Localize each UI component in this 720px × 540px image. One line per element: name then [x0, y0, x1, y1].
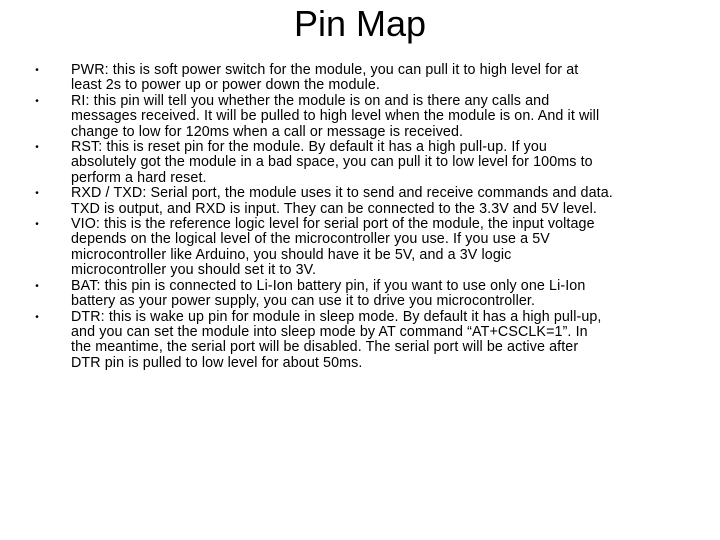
bullet-text: RI: this pin will tell you whether the module is on and is there any calls and messages received. It will be pulled to high level when the module is on. And it will change to low for 120ms when a call or message is received. [71, 92, 600, 140]
bullet-text: RXD / TXD: Serial port, the module uses it to send and receive commands and data. TXD is output, and RXD is input. They can be connected to the 3.3V and 5V level. [71, 185, 613, 217]
bullet-text: RST: this is reset pin for the module. By default it has a high pull-up. If you absolutely got the module in a bad space, you can pull it to low level for 100ms to perform a hard reset. [71, 139, 593, 186]
bullet-item-vio [0, 217, 720, 279]
bullet-icon: • [35, 188, 39, 200]
bullet-text: DTR: this is wake up pin for module in sleep mode. By default it has a high pull-up, and you can set the module into sleep mode by AT command “AT+CSCLK=1”. In the meantime, the serial port will be disabled. The serial port will be active after DTR pin is pulled to low level for about 50ms. [71, 308, 602, 371]
bullet-icon: • [35, 219, 39, 231]
bullet-text: PWR: this is soft power switch for the module, you can pull it to high level for at least 2s to power up or power down the module. [71, 62, 579, 94]
bullet-item-pwr [0, 63, 720, 94]
bullet-text: VIO: this is the reference logic level for serial port of the module, the input voltage depends on the logical level of the microcontroller you use. If you use a 5V microcontroller like Arduino, you should have it be 5V, and a 3V logic microcontroller you should set it to 3V. [71, 216, 595, 279]
bullet-text: BAT: this pin is connected to Li-Ion battery pin, if you want to use only one Li-Ion battery as your power supply, you can use it to drive you microcontroller. [71, 277, 586, 310]
slide-title: Pin Map [293, 3, 427, 44]
bullet-icon: • [35, 280, 39, 292]
bullet-item-dtr [0, 310, 720, 372]
bullet-icon: • [35, 142, 39, 154]
bullet-item-ri [0, 94, 720, 140]
bullet-item-bat [0, 279, 720, 310]
bullet-icon: • [35, 311, 39, 323]
bullet-item-rxd-txd [0, 186, 720, 217]
bullet-icon: • [35, 95, 39, 107]
bullet-list [0, 63, 720, 371]
bullet-item-rst [0, 140, 720, 186]
bullet-icon: • [35, 65, 39, 76]
